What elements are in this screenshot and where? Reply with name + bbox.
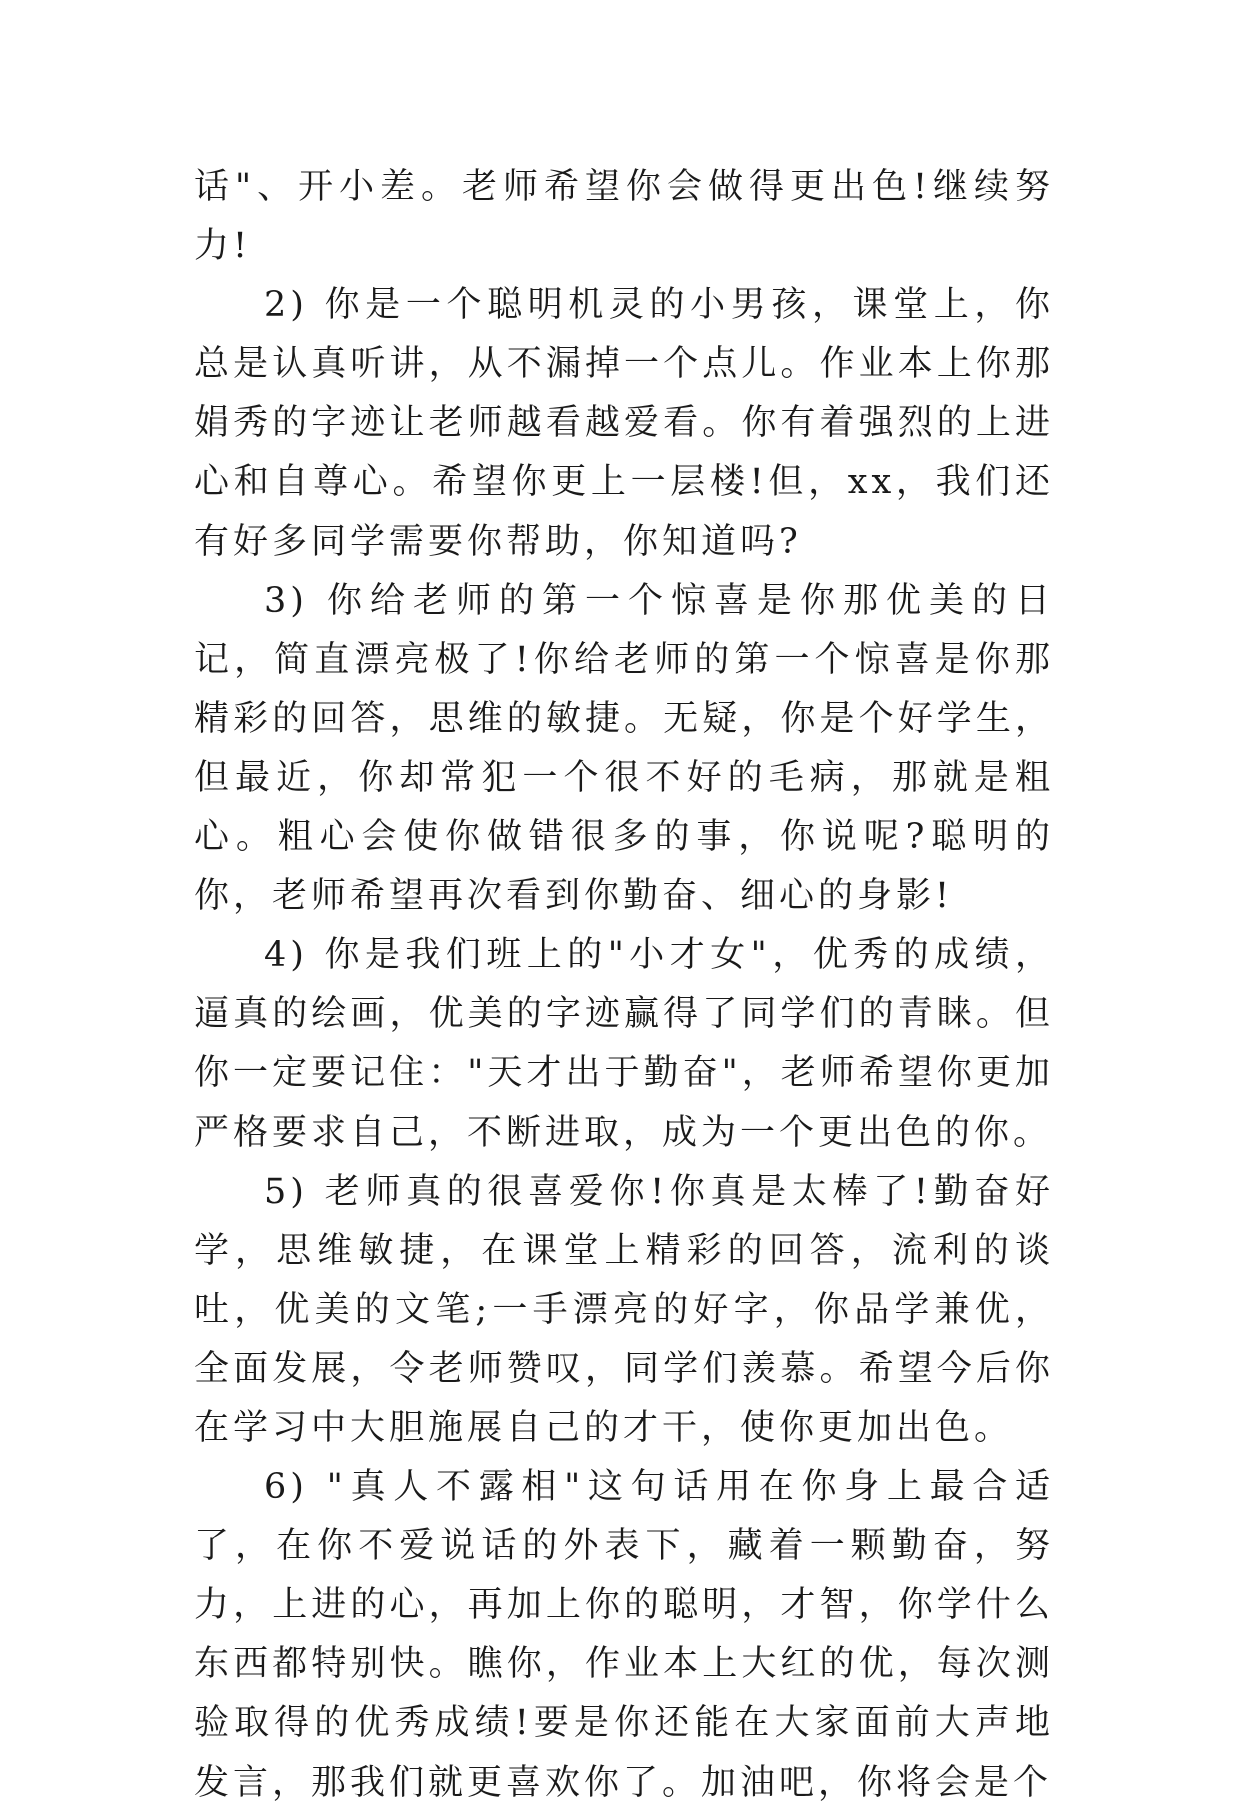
document-body	[194, 158, 1054, 1813]
paragraph-continuation: 话"、开小差。老师希望你会做得更出色!继续努力!	[194, 167, 1054, 267]
paragraph-comment-3: 3) 你给老师的第一个惊喜是你那优美的日记，简直漂亮极了!你给老师的第一个惊喜是你那精彩的回答，思维的敏捷。无疑，你是个好学生，但最近，你却常犯一个很不好的毛病，那就是粗心。粗心会使你做错很多的事，你说呢?聪明的你，老师希望再次看到你勤奋、细心的身影!	[194, 580, 1054, 917]
paragraph-comment-2: 2) 你是一个聪明机灵的小男孩，课堂上，你总是认真听讲，从不漏掉一个点儿。作业本上你那娟秀的字迹让老师越看越爱看。你有着强烈的上进心和自尊心。希望你更上一层楼!但，xx，我们还有好多同学需要你帮助，你知道吗?	[194, 285, 1054, 562]
paragraph-comment-4: 4) 你是我们班上的"小才女"，优秀的成绩，逼真的绘画，优美的字迹赢得了同学们的青睐。但你一定要记住："天才出于勤奋"，老师希望你更加严格要求自己，不断进取，成为一个更出色的你。	[194, 935, 1054, 1153]
paragraph-comment-5: 5) 老师真的很喜爱你!你真是太棒了!勤奋好学，思维敏捷，在课堂上精彩的回答，流利的谈吐，优美的文笔;一手漂亮的好字，你品学兼优，全面发展，令老师赞叹，同学们羡慕。希望今后你在学习中大胆施展自己的才干，使你更加出色。	[194, 1171, 1054, 1448]
paragraph-comment-6: 6) "真人不露相"这句话用在你身上最合适了，在你不爱说话的外表下，藏着一颗勤奋，努力，上进的心，再加上你的聪明，才智，你学什么东西都特别快。瞧你，作业本上大红的优，每次测验取得的优秀成绩!要是你还能在大家面前大声地发言，那我们就更喜欢你了。加油吧，你将会是个	[194, 1467, 1054, 1803]
